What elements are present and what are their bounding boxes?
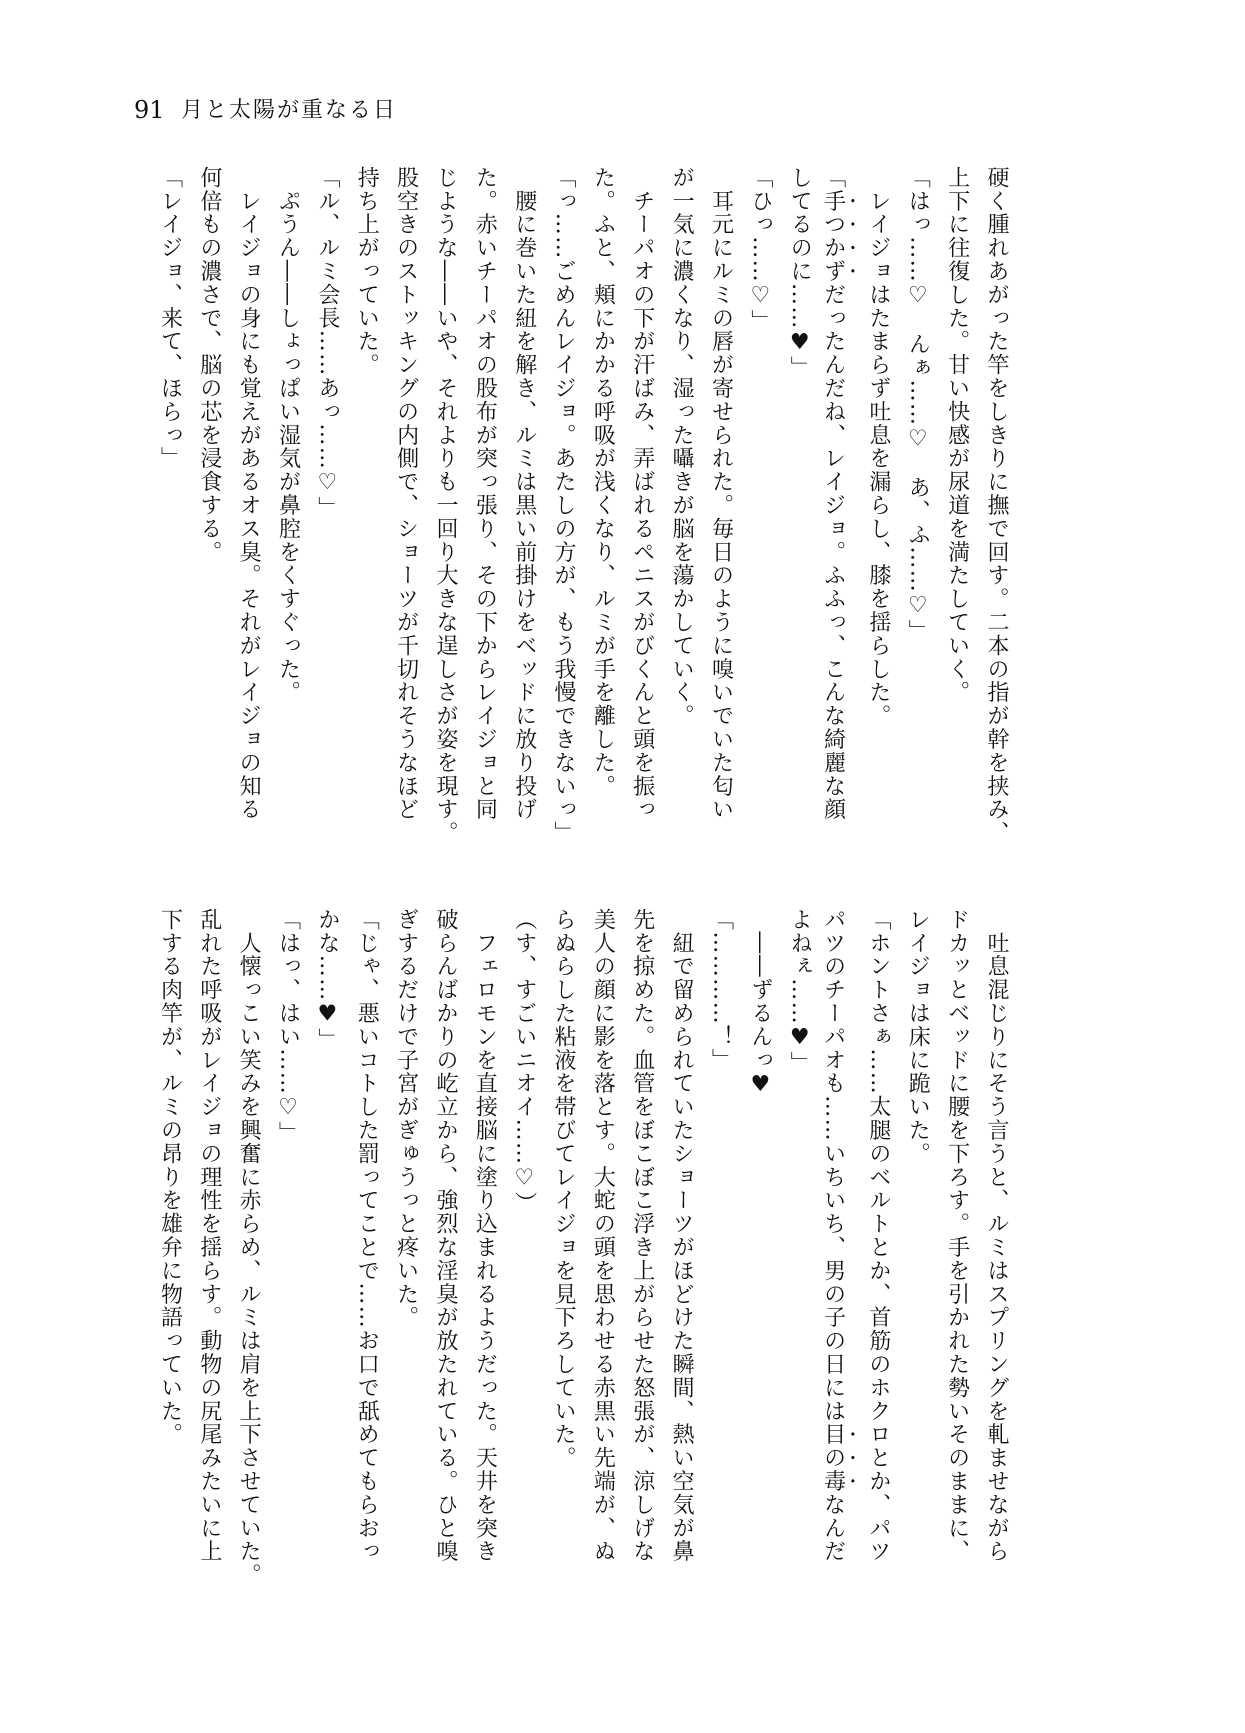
dialogue-line: 「はっ、はい……♡」 bbox=[275, 908, 301, 1145]
page-number: 91 bbox=[134, 96, 165, 124]
text-line: らぬらした粘液を帯びてレイジョを見下ろしていた。 bbox=[551, 908, 577, 1470]
text-line: 破らんばかりの屹立から、強烈な淫臭が放たれている。ひと嗅 bbox=[432, 908, 458, 1564]
dialogue-line: 「…………！」 bbox=[708, 908, 734, 1072]
text-line: 下する肉竿が、ルミの昂りを雄弁に物語っていた。 bbox=[157, 908, 183, 1447]
emphasized-text: 目の毒 bbox=[820, 1422, 846, 1494]
text-line: が一気に濃くなり、湿った囁きが脳を蕩かしていく。 bbox=[669, 166, 695, 728]
lower-text-block bbox=[150, 908, 1016, 1587]
chapter-title: 月と太陽が重なる日 bbox=[181, 98, 398, 123]
text-line: た。赤いチーパオの股布が突っ張り、その下からレイジョと同 bbox=[472, 166, 498, 822]
text-line: 耳元にルミの唇が寄せられた。毎日のように嗅いでいた匂い bbox=[708, 166, 734, 822]
dialogue-line bbox=[819, 166, 858, 822]
text-line: ――ずるんっ♥ bbox=[747, 908, 773, 1099]
text-segment: だったんだね、レイジョ。ふふっ、こんな綺麗な顔 bbox=[820, 283, 846, 822]
text-line: フェロモンを直接脳に塗り込まれるようだった。天井を突き bbox=[472, 908, 498, 1564]
text-line: レイジョは床に跪いた。 bbox=[905, 908, 931, 1166]
text-line: 硬く腫れあがった竿をしきりに撫で回す。二本の指が幹を挟み、 bbox=[984, 166, 1009, 845]
dialogue-line bbox=[819, 908, 858, 1564]
text-segment: パツのチーパオも……いちいち、男の子の日には bbox=[820, 908, 846, 1423]
text-line: ぎするだけで子宮がぎゅうっと疼いた。 bbox=[393, 908, 419, 1330]
text-line: 先を掠めた。血管をぼこぼこ浮き上がらせた怒張が、涼しげな bbox=[629, 908, 655, 1564]
text-line: じような――いや、それよりも一回り大きな逞しさが姿を現す。 bbox=[432, 166, 458, 845]
text-line: 乱れた呼吸がレイジョの理性を揺らす。動物の尻尾みたいに上 bbox=[196, 908, 222, 1564]
text-line: 上下に往復した。甘い快感が尿道を満たしていく。 bbox=[944, 166, 970, 705]
dialogue-line: 「ひっ……♡」 bbox=[747, 166, 773, 333]
text-line: チーパオの下が汗ばみ、弄ばれるペニスがびくんと頭を振っ bbox=[629, 166, 655, 822]
dialogue-line: 「っ……ごめんレイジョ。あたしの方が、もう我慢できないっ」 bbox=[551, 166, 577, 845]
text-line: レイジョはたまらず吐息を漏らし、膝を揺らした。 bbox=[865, 166, 891, 728]
upper-text-block bbox=[150, 166, 1016, 845]
text-line: 人懐っこい笑みを興奮に赤らめ、ルミは肩を上下させていた。 bbox=[236, 908, 262, 1587]
dialogue-line: よねぇ……♥」 bbox=[787, 908, 813, 1075]
text-line: 何倍もの濃さで、脳の芯を浸食する。 bbox=[196, 166, 222, 564]
text-line: 美人の顔に影を落とす。大蛇の頭を思わせる赤黒い先端が、ぬ bbox=[590, 908, 616, 1564]
text-line: 紐で留められていたショーツがほどけた瞬間、熱い空気が鼻 bbox=[669, 908, 695, 1564]
text-line: 股空きのストッキングの内側で、ショーツが千切れそうなほど bbox=[393, 166, 419, 822]
text-line: ドカッとベッドに腰を下ろす。手を引かれた勢いそのままに、 bbox=[944, 908, 970, 1564]
dialogue-line: 「ホントさぁ……太腿のベルトとか、首筋のホクロとか、パツ bbox=[865, 908, 891, 1564]
emphasized-text: 手つかず bbox=[820, 189, 846, 284]
dialogue-line: 「ル、ルミ会長……あっ……♡」 bbox=[314, 166, 340, 520]
text-line: ぷうん――しょっぱい湿気が鼻腔をくすぐった。 bbox=[275, 166, 301, 705]
dialogue-line: 「はっ……♡ んぁ……♡ あ、ふ……♡」 bbox=[905, 166, 931, 643]
text-line: た。ふと、頬にかかる呼吸が浅くなり、ルミが手を離した。 bbox=[590, 166, 616, 798]
thought-line: （す、すごいニオイ……♡） bbox=[511, 908, 537, 1216]
text-line: レイジョの身にも覚えがあるオス臭。それがレイジョの知る bbox=[236, 166, 262, 822]
dialogue-line: 「じゃ、悪いコトした罰ってことで……お口で舐めてもらおっ bbox=[354, 908, 380, 1564]
dialogue-line: してるのに……♥」 bbox=[787, 166, 813, 380]
text-segment: 「 bbox=[820, 166, 846, 190]
text-segment: なんだ bbox=[820, 1493, 846, 1564]
text-line: 持ち上がっていた。 bbox=[354, 166, 380, 377]
dialogue-line: 「レイジョ、来て、ほらっ」 bbox=[157, 166, 183, 471]
text-line: 吐息混じりにそう言うと、ルミはスプリングを軋ませながら bbox=[984, 908, 1009, 1564]
dialogue-line: かな……♥」 bbox=[314, 908, 340, 1052]
text-line: 腰に巻いた紐を解き、ルミは黒い前掛けをベッドに放り投げ bbox=[511, 166, 537, 822]
running-header bbox=[0, 96, 600, 126]
